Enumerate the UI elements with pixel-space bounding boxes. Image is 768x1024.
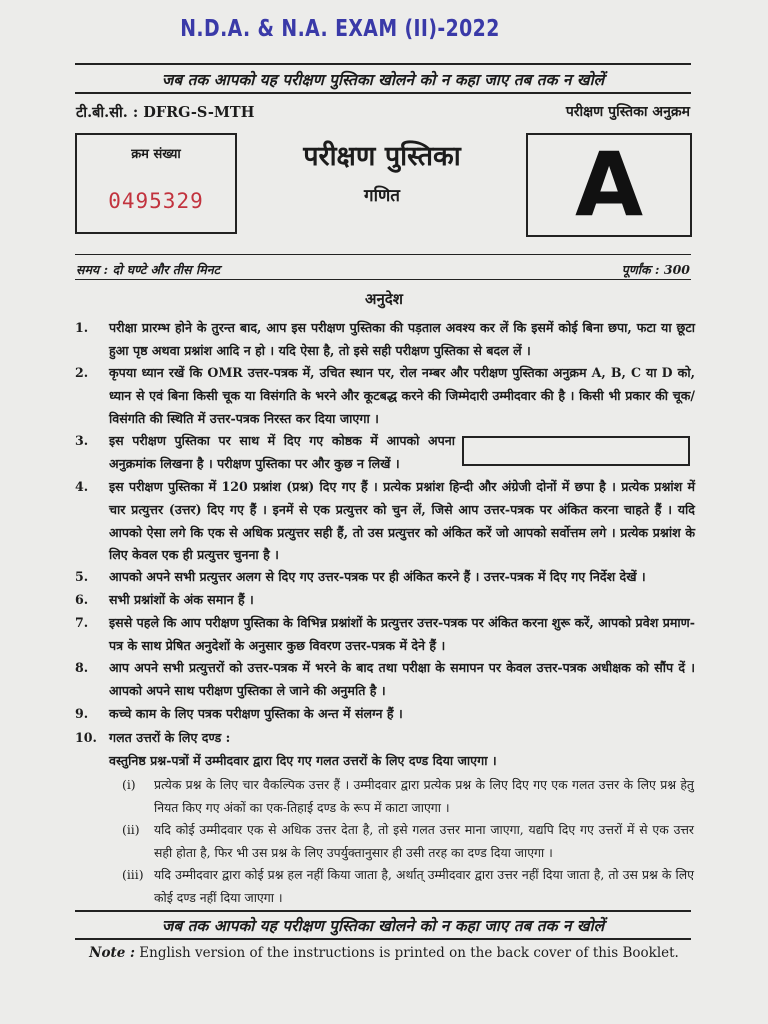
- instruction-number: 4.: [75, 479, 89, 494]
- instruction-item: [75, 317, 695, 363]
- instructions-heading: अनुदेश: [365, 290, 403, 308]
- instruction-text: आपको अपने सभी प्रत्युत्तर अलग से दिए गए उत्तर-पत्रक पर ही अंकित करने हैं । उत्तर-पत्रक में दिए गए निर्देश देखें ।: [109, 569, 646, 584]
- instruction-item: [75, 703, 695, 726]
- time-allowed: समय : दो घण्टे और तीस मिनट: [76, 262, 220, 277]
- instruction-text: सभी प्रश्नांशों के अंक समान हैं ।: [109, 592, 254, 607]
- instruction-number: 1.: [75, 320, 89, 335]
- penalty-text: प्रत्येक प्रश्न के लिए चार वैकल्पिक उत्तर हैं । उम्मीदवार द्वारा प्रत्येक प्रश्न के लिए दिए गए एक गलत उत्तर के लिए प्रश्न हेतु नियत किए गए अंकों का एक-तिहाई दण्ड के रूप में काटा जाएगा ।: [154, 777, 694, 815]
- instruction-text: कच्चे काम के लिए पत्रक परीक्षण पुस्तिका के अन्त में संलग्न हैं ।: [109, 706, 403, 721]
- instruction-number: 7.: [75, 615, 89, 630]
- instruction-item: [75, 430, 455, 476]
- instruction-item: [75, 657, 695, 703]
- divider: [75, 254, 691, 255]
- serial-number-box: [75, 133, 237, 234]
- divider: [75, 92, 691, 94]
- penalty-number: (ii): [122, 822, 140, 837]
- instruction-item: [75, 589, 695, 612]
- instruction-number: 9.: [75, 706, 89, 721]
- note: [0, 945, 768, 961]
- series-box: [526, 133, 692, 237]
- instruction-text: इस परीक्षण पुस्तिका पर साथ में दिए गए कोष्ठक में आपको अपना अनुक्रमांक लिखना है । परीक्षण पुस्तिका पर और कुछ न लिखें ।: [109, 433, 455, 471]
- instruction-item: [75, 727, 695, 750]
- top-banner: जब तक आपको यह परीक्षण पुस्तिका खोलने को न कहा जाए तब तक न खोलें: [161, 70, 605, 89]
- penalty-item: [122, 864, 694, 910]
- instruction-item: [75, 612, 695, 658]
- maximum-marks: पूर्णांक : 300: [621, 262, 690, 277]
- penalty-text: यदि उम्मीदवार द्वारा कोई प्रश्न हल नहीं किया जाता है, अर्थात् उम्मीदवार द्वारा उत्तर नहीं दिया जाता है, तो उस प्रश्न के लिए कोई दण्ड नहीं दिया जाएगा ।: [154, 867, 694, 905]
- note-label: Note :: [89, 945, 135, 961]
- exam-title: N.D.A. & N.A. EXAM (II)-2022: [180, 16, 500, 42]
- divider: [75, 63, 691, 65]
- penalty-item: [122, 774, 694, 820]
- instruction-item: [75, 476, 695, 567]
- instruction-number: 10.: [75, 730, 97, 745]
- instruction-text: परीक्षा प्रारम्भ होने के तुरन्त बाद, आप इस परीक्षण पुस्तिका की पड़ताल अवश्य कर लें कि इसमें कोई बिना छपा, फटा या छूटा हुआ पृष्ठ अथवा प्रश्नांश आदि न हो । यदि ऐसा है, तो इसे सही परीक्षण पुस्तिका से बदल लें ।: [109, 320, 695, 358]
- penalty-intro-text: वस्तुनिष्ठ प्रश्न-पत्रों में उम्मीदवार द्वारा दिए गए गलत उत्तरों के लिए दण्ड दिया जाएगा ।: [109, 753, 497, 768]
- booklet-title: परीक्षण पुस्तिका: [303, 141, 461, 172]
- divider: [75, 910, 691, 912]
- note-text: English version of the instructions is printed on the back cover of this Booklet.: [139, 945, 679, 961]
- instruction-text: गलत उत्तरों के लिए दण्ड :: [109, 730, 231, 745]
- divider: [75, 279, 691, 280]
- subject-title: गणित: [364, 186, 400, 206]
- instruction-text: इससे पहले कि आप परीक्षण पुस्तिका के विभिन्न प्रश्नांशों के प्रत्युत्तर उत्तर-पत्रक पर अंकित करना शुरू करें, आपको प्रवेश प्रमाण-पत्र के साथ प्रेषित अनुदेशों के अनुसार कुछ विवरण उत्तर-पत्रक में देने हैं ।: [109, 615, 695, 653]
- instruction-number: 5.: [75, 569, 89, 584]
- instruction-text: इस परीक्षण पुस्तिका में 120 प्रश्नांश (प्रश्न) दिए गए हैं । प्रत्येक प्रश्नांश हिन्दी और अंग्रेजी दोनों में छपा है । प्रत्येक प्रश्नांश में चार प्रत्युत्तर (उत्तर) दिए गए हैं । इनमें से एक प्रत्युत्तर को चुन लें, जिसे आप उत्तर-पत्रक पर अंकित करना चाहते हैं । यदि आपको ऐसा लगे कि एक से अधिक प्रत्युत्तर सही हैं, तो उस प्रत्युत्तर को अंकित करें जो आपको सर्वोत्तम लगे । प्रत्येक प्रश्नांश के लिए केवल एक ही प्रत्युत्तर चुनना है ।: [109, 479, 695, 563]
- penalty-intro: [109, 750, 695, 773]
- roll-number-box: [462, 436, 690, 466]
- divider: [75, 938, 691, 940]
- bottom-banner: जब तक आपको यह परीक्षण पुस्तिका खोलने को न कहा जाए तब तक न खोलें: [161, 916, 605, 935]
- instruction-number: 2.: [75, 365, 89, 380]
- instruction-item: [75, 362, 695, 430]
- penalty-item: [122, 819, 694, 865]
- instruction-text: कृपया ध्यान रखें कि OMR उत्तर-पत्रक में, उचित स्थान पर, रोल नम्बर और परीक्षण पुस्तिका अनुक्रम A, B, C या D को, ध्यान से एवं बिना किसी चूक या विसंगति के भरने और कूटबद्ध करने की जिम्मेदारी उम्मीदवार की है । किसी भी प्रकार की चूक/विसंगति की स्थिति में उत्तर-पत्रक निरस्त कर दिया जाएगा ।: [109, 365, 695, 426]
- penalty-number: (i): [122, 777, 136, 792]
- instruction-text: आप अपने सभी प्रत्युत्तरों को उत्तर-पत्रक में भरने के बाद तथा परीक्षा के समापन पर केवल उत्तर-पत्रक अधीक्षक को सौंप दें । आपको अपने साथ परीक्षण पुस्तिका ले जाने की अनुमति है ।: [109, 660, 695, 698]
- penalty-number: (iii): [122, 867, 144, 882]
- penalty-text: यदि कोई उम्मीदवार एक से अधिक उत्तर देता है, तो इसे गलत उत्तर माना जाएगा, यद्यपि दिए गए उत्तरों में से एक उत्तर सही होता है, फिर भी उस प्रश्न के लिए उपर्युक्तानुसार ही उसी तरह का दण्ड दिया जाएगा ।: [154, 822, 694, 860]
- series-letter: A: [574, 133, 644, 236]
- serial-label: क्रम संख्या: [131, 147, 181, 162]
- booklet-sequence-label: परीक्षण पुस्तिका अनुक्रम: [565, 104, 690, 120]
- instruction-number: 8.: [75, 660, 89, 675]
- serial-number: 0495329: [108, 189, 204, 213]
- instruction-item: [75, 566, 695, 589]
- instruction-number: 6.: [75, 592, 89, 607]
- instruction-number: 3.: [75, 433, 89, 448]
- tbc-code: टी.बी.सी. : DFRG-S-MTH: [76, 104, 255, 121]
